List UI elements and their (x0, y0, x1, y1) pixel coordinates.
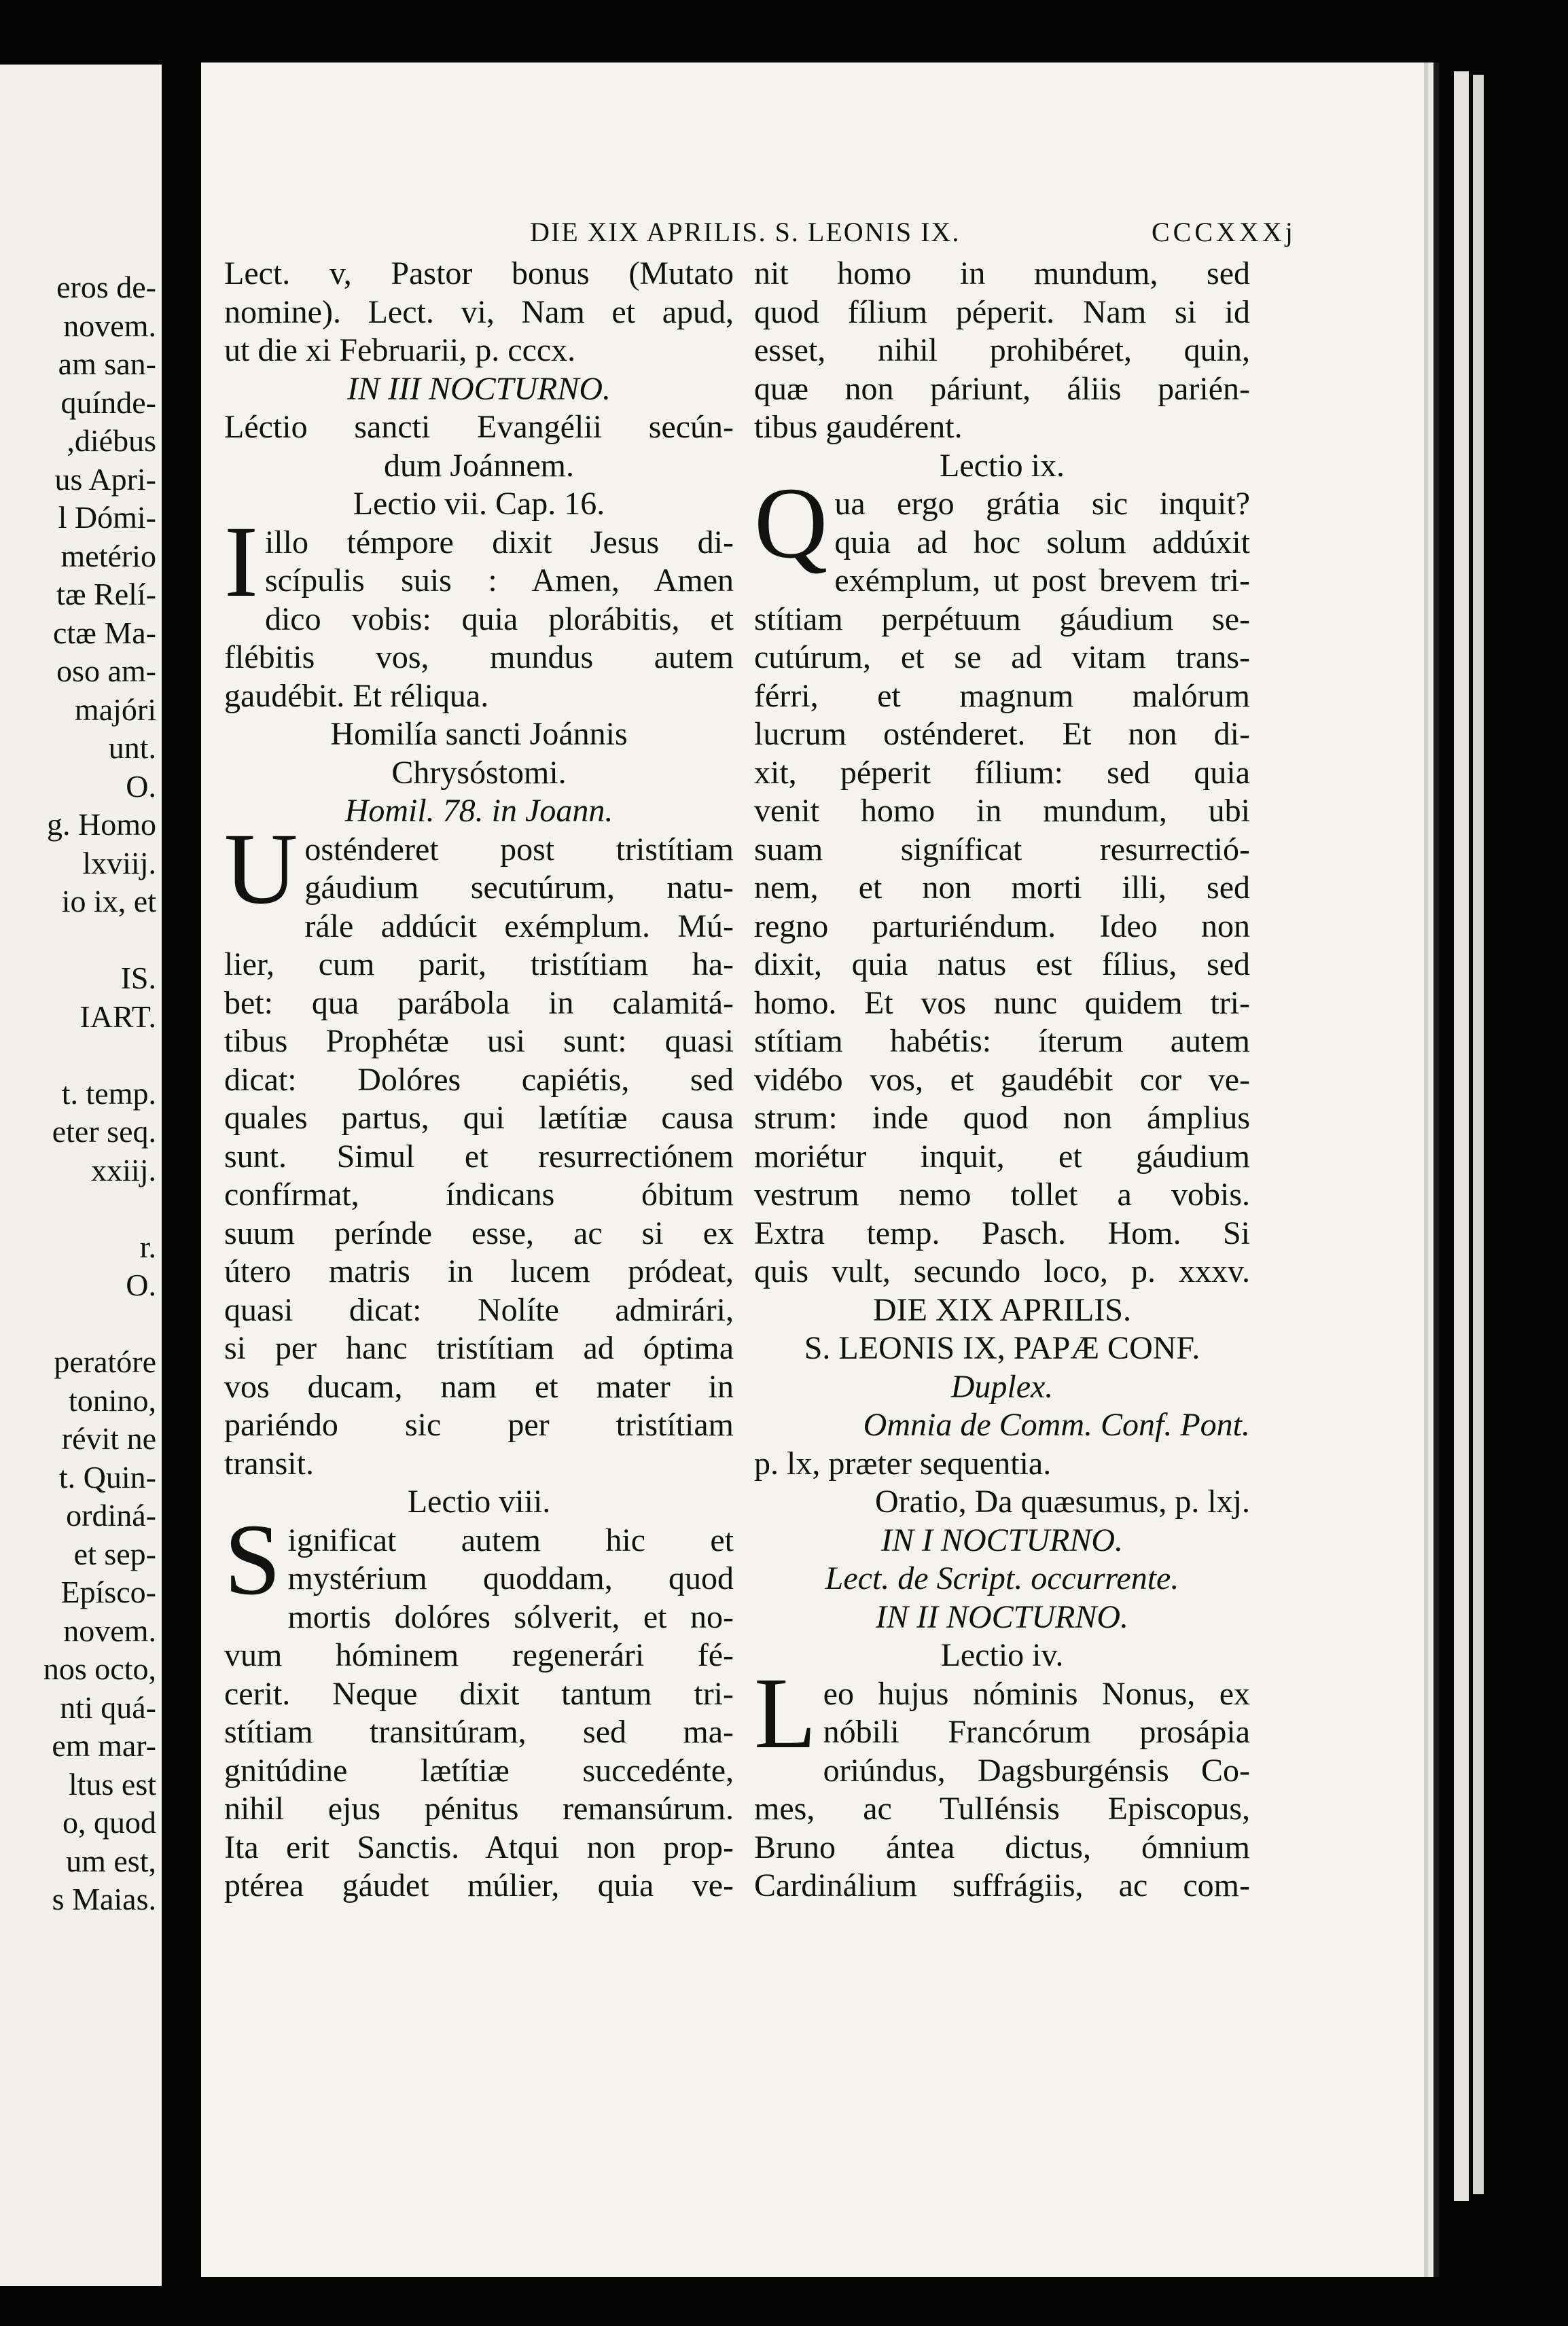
previous-page-fragment (0, 65, 162, 2286)
line-text: suam signíficat resurrectió- (754, 831, 1250, 867)
page-number: CCCXXXj (1152, 217, 1296, 247)
line-text: útero matris in lucem pródeat, (224, 1253, 734, 1289)
line-text: nit homo in mundum, sed (754, 255, 1250, 291)
line-text: Lect. v, Pastor bonus (Mutato (224, 255, 734, 291)
line-text: Chrysóstomi. (391, 754, 567, 791)
left-column-line (224, 946, 734, 984)
line-text: nihil ejus pénitus remansúrum. (224, 1791, 734, 1827)
line-text: quis vult, secundo loco, p. xxxv. (754, 1253, 1250, 1289)
line-text: quasi dicat: Nolíte admirári, (224, 1291, 734, 1328)
right-column-line (754, 639, 1250, 677)
drop-cap-initial: L (754, 1656, 817, 1770)
previous-page-line: ctæ Ma- (52, 615, 156, 650)
previous-page-line: tonino, (68, 1382, 156, 1418)
line-text: Extra temp. Pasch. Hom. Si (754, 1215, 1250, 1251)
previous-page-line: révit ne (61, 1421, 156, 1456)
line-text: p. lx, præter sequentia. (754, 1445, 1052, 1482)
line-text: illo témpore dixit Jesus di- (264, 524, 734, 560)
line-text: dico vobis: quia plorábitis, et (264, 601, 734, 637)
line-text: vidébo vos, et gaudébit cor ve- (754, 1061, 1250, 1098)
line-text: quod fílium péperit. Nam si id (754, 293, 1250, 330)
previous-page-line: oso am- (56, 654, 156, 688)
previous-page-line: r. (139, 1229, 156, 1264)
previous-page-line: ltus est (68, 1766, 156, 1802)
previous-page-line: io ix, et (61, 884, 156, 918)
right-column-line (754, 1829, 1250, 1867)
left-column-line (224, 1829, 734, 1867)
right-column-line (754, 1598, 1250, 1637)
line-text: vum hóminem regenerári fé- (224, 1637, 734, 1673)
left-column-line (224, 332, 734, 370)
drop-cap-initial: S (224, 1503, 281, 1616)
previous-page-line: tæ Relí- (56, 577, 156, 611)
right-column-line (754, 754, 1250, 793)
line-text: exémplum, ut post brevem tri- (834, 562, 1250, 598)
previous-page-line: ordiná- (66, 1498, 156, 1533)
left-column (224, 255, 734, 1905)
right-column (754, 255, 1250, 1905)
left-column-line (224, 1138, 734, 1177)
left-column-line (224, 1099, 734, 1138)
right-column-line (754, 1483, 1250, 1522)
left-column-line (224, 1713, 734, 1752)
previous-page-line: us Apri- (54, 461, 156, 497)
previous-page-line: O. (126, 768, 156, 804)
previous-page-line: eros de- (56, 270, 156, 304)
previous-page-line: Epísco- (60, 1575, 156, 1609)
left-column-line (224, 447, 734, 486)
right-column-line (754, 1061, 1250, 1100)
left-column-line (224, 1368, 734, 1407)
previous-page-line: novem. (63, 1613, 156, 1648)
line-text: strum: inde quod non ámplius (754, 1100, 1250, 1136)
right-column-line (754, 1253, 1250, 1291)
left-column-line (224, 1176, 734, 1215)
line-text: xit, péperit fílium: sed quia (754, 754, 1250, 791)
line-text: IN III NOCTURNO. (346, 370, 611, 407)
left-column-line (224, 485, 734, 524)
line-text: quæ non páriunt, áliis parién- (754, 370, 1250, 407)
page-edge-shadow (1473, 75, 1484, 2194)
left-column-line (224, 908, 734, 946)
line-text: nem, et non morti illi, sed (754, 870, 1250, 906)
right-column-line (754, 1867, 1250, 1905)
left-column-line (224, 677, 734, 716)
right-column-line (754, 792, 1250, 831)
line-text: mortis dolóres sólverit, et no- (287, 1598, 734, 1635)
previous-page-line: am san- (58, 346, 156, 381)
right-column-line (754, 946, 1250, 984)
left-column-line (224, 1598, 734, 1637)
line-text: cerit. Neque dixit tantum tri- (224, 1675, 734, 1712)
line-text: esset, nihil prohibéret, quin, (754, 332, 1250, 368)
left-column-line (224, 601, 734, 639)
line-text: eo hujus nóminis Nonus, ex (823, 1675, 1250, 1712)
right-column-line (754, 1329, 1250, 1368)
left-column-line (224, 255, 734, 293)
line-text: nomine). Lect. vi, Nam et apud, (224, 293, 734, 330)
previous-page-line: IS. (120, 961, 156, 995)
page-edge (1454, 71, 1469, 2201)
previous-page-line: xxiij. (91, 1152, 156, 1187)
left-column-line (224, 1215, 734, 1253)
line-text: cutúrum, et se ad vitam trans- (754, 639, 1250, 675)
line-text: venit homo in mundum, ubi (754, 793, 1250, 829)
line-text: S. LEONIS IX, PAPÆ CONF. (804, 1330, 1200, 1366)
previous-page-line: majóri (74, 692, 156, 727)
line-text: tibus gaudérent. (754, 409, 963, 445)
line-text: dum Joánnem. (384, 447, 574, 484)
drop-cap-initial: Q (754, 467, 828, 579)
right-column-line (754, 562, 1250, 601)
previous-page-line: metério (60, 538, 156, 573)
line-text: Lect. de Script. occurrente. (825, 1560, 1179, 1596)
left-column-line (224, 1291, 734, 1330)
line-text: férri, et magnum malórum (754, 677, 1250, 714)
line-text: gáudium secutúrum, natu- (304, 870, 734, 906)
right-column-line (754, 1215, 1250, 1253)
left-column-line (224, 1752, 734, 1791)
line-text: oriúndus, Dagsburgénsis Co- (823, 1752, 1250, 1789)
line-text: bet: qua parábola in calamitá- (224, 984, 734, 1021)
left-column-line (224, 1560, 734, 1598)
running-title: DIE XIX APRILIS. S. LEONIS IX. (530, 217, 961, 247)
line-text: stítiam perpétuum gáudium se- (754, 601, 1250, 637)
line-text: moriétur inquit, et gáudium (754, 1138, 1250, 1175)
right-column-line (754, 1291, 1250, 1330)
right-column-line (754, 255, 1250, 293)
previous-page-line: l Dómi- (58, 500, 156, 535)
previous-page-line: IART. (79, 999, 156, 1034)
right-column-line (754, 908, 1250, 946)
line-text: suum perínde esse, ac si ex (224, 1215, 734, 1251)
line-text: ignificat autem hic et (287, 1522, 734, 1558)
line-text: dixit, quia natus est fílius, sed (754, 946, 1250, 982)
previous-page-line: g. Homo (47, 807, 156, 842)
line-text: stítiam habétis: íterum autem (754, 1023, 1250, 1059)
line-text: Bruno ántea dictus, ómnium (754, 1829, 1250, 1865)
right-column-line (754, 984, 1250, 1023)
line-text: ut die xi Februarii, p. cccx. (224, 332, 576, 368)
left-column-line (224, 754, 734, 793)
line-text: quales partus, qui lætítiæ causa (224, 1100, 734, 1136)
line-text: Lectio vii. Cap. 16. (353, 486, 605, 522)
left-column-line (224, 1483, 734, 1522)
left-column-line (224, 639, 734, 677)
right-column-line (754, 831, 1250, 870)
previous-page-line: nti quá- (60, 1689, 156, 1725)
right-column-line (754, 1713, 1250, 1752)
previous-page-line (43, 1305, 156, 1344)
previous-page-line: o, quod (63, 1805, 156, 1840)
previous-page-line: nos octo, (43, 1651, 156, 1686)
right-column-line (754, 1176, 1250, 1215)
line-text: lucrum osténderet. Et non di- (754, 716, 1250, 752)
previous-page-line: s Maias. (52, 1882, 156, 1916)
previous-page-line: t. Quin- (58, 1459, 156, 1495)
line-text: mes, ac TulIénsis Episcopus, (754, 1791, 1250, 1827)
line-text: Duplex. (950, 1368, 1054, 1405)
previous-page-line: em mar- (52, 1728, 156, 1763)
left-column-line (224, 562, 734, 601)
line-text: nóbili Francórum prosápia (823, 1714, 1250, 1750)
line-text: pariéndo sic per tristítiam (224, 1407, 734, 1443)
line-text: lier, cum parit, tristítiam ha- (224, 946, 734, 982)
line-text: Homilía sancti Joánnis (330, 716, 628, 752)
line-text: Ita erit Sanctis. Atqui non prop- (224, 1829, 734, 1865)
line-text: DIE XIX APRILIS. (873, 1291, 1131, 1328)
left-column-line (224, 293, 734, 332)
right-column-line (754, 1138, 1250, 1177)
left-column-line (224, 1675, 734, 1714)
line-text: Lectio iv. (940, 1637, 1064, 1673)
line-text: ptérea gáudet múlier, quia ve- (224, 1867, 734, 1903)
right-column-line (754, 332, 1250, 370)
line-text: gnitúdine lætítiæ succedénte, (224, 1752, 734, 1789)
right-column-line (754, 1560, 1250, 1598)
line-text: gaudébit. Et réliqua. (224, 677, 489, 714)
left-column-line (224, 715, 734, 754)
line-text: Lectio viii. (407, 1484, 551, 1520)
left-column-line (224, 408, 734, 447)
line-text: si per hanc tristítiam ad óptima (224, 1330, 734, 1366)
left-column-line (224, 792, 734, 831)
right-column-line (754, 869, 1250, 908)
right-column-line (754, 1752, 1250, 1791)
previous-page-line: t. temp. (61, 1075, 156, 1111)
right-column-line (754, 1522, 1250, 1560)
line-text: Omnia de Comm. Conf. Pont. (863, 1407, 1250, 1443)
line-text: osténderet post tristítiam (304, 831, 734, 867)
right-column-line (754, 1445, 1250, 1484)
right-column-line (754, 408, 1250, 447)
left-column-line (224, 1867, 734, 1905)
line-text: scípulis suis : Amen, Amen (264, 562, 734, 598)
left-column-line (224, 1061, 734, 1100)
previous-page-line: ,diébus (67, 423, 156, 458)
line-text: quia ad hoc solum addúxit (834, 524, 1250, 560)
line-text: Cardinálium suffrágiis, ac com- (754, 1867, 1250, 1903)
right-column-line (754, 524, 1250, 562)
line-text: IN II NOCTURNO. (875, 1598, 1129, 1635)
previous-page-line: peratóre (54, 1344, 156, 1379)
line-text: tibus Prophétæ usi sunt: quasi (224, 1023, 734, 1059)
left-column-line (224, 1636, 734, 1675)
line-text: sunt. Simul et resurrectiónem (224, 1138, 734, 1175)
left-column-line (224, 984, 734, 1023)
line-text: flébitis vos, mundus autem (224, 639, 734, 675)
line-text: homo. Et vos nunc quidem tri- (754, 984, 1250, 1021)
right-column-line (754, 447, 1250, 486)
left-column-line (224, 869, 734, 908)
line-text: mystérium quoddam, quod (287, 1560, 734, 1596)
line-text: rále addúcit exémplum. Mú- (304, 908, 734, 944)
line-text: Léctio sancti Evangélii secún- (224, 409, 734, 445)
right-column-line (754, 1099, 1250, 1138)
right-column-line (754, 1790, 1250, 1829)
previous-page-line: eter seq. (52, 1114, 156, 1149)
right-column-line (754, 1636, 1250, 1675)
line-text: ua ergo grátia sic inquit? (834, 486, 1250, 522)
left-column-line (224, 1445, 734, 1484)
left-column-line (224, 1406, 734, 1445)
previous-page-line: novem. (63, 308, 156, 343)
left-column-line (224, 1022, 734, 1061)
previous-page-line: unt. (108, 730, 156, 765)
drop-cap-initial: U (224, 812, 298, 925)
previous-page-line: lxviij. (82, 845, 156, 880)
previous-page-line: et sep- (73, 1536, 156, 1571)
previous-page-line (43, 921, 156, 960)
left-column-line (224, 1253, 734, 1291)
line-text: stítiam transitúram, sed ma- (224, 1714, 734, 1750)
line-text: dicat: Dolóres capiétis, sed (224, 1061, 734, 1098)
left-column-line (224, 1329, 734, 1368)
left-column-line (224, 370, 734, 409)
previous-page-line: um est, (66, 1843, 156, 1878)
previous-page-text (43, 268, 156, 1919)
previous-page-line: O. (126, 1268, 156, 1302)
line-text: Lectio ix. (940, 447, 1065, 484)
right-column-line (754, 293, 1250, 332)
right-column-line (754, 715, 1250, 754)
line-text: IN I NOCTURNO. (880, 1522, 1124, 1558)
line-text: transit. (224, 1445, 314, 1482)
previous-page-line: quínde- (60, 384, 156, 420)
right-column-line (754, 1406, 1250, 1445)
line-text: confírmat, índicans óbitum (224, 1177, 734, 1213)
right-column-line (754, 1022, 1250, 1061)
line-text: Homil. 78. in Joann. (344, 793, 613, 829)
drop-cap-initial: I (224, 505, 258, 618)
previous-page-line (43, 1189, 156, 1228)
line-text: regno parturiéndum. Ideo non (754, 908, 1250, 944)
previous-page-line (43, 1036, 156, 1075)
line-text: vestrum nemo tollet a vobis. (754, 1177, 1250, 1213)
right-column-line (754, 677, 1250, 716)
left-column-line (224, 1790, 734, 1829)
line-text: vos ducam, nam et mater in (224, 1368, 734, 1405)
right-column-line (754, 370, 1250, 409)
line-text: Oratio, Da quæsumus, p. lxj. (875, 1484, 1250, 1520)
right-column-line (754, 601, 1250, 639)
right-column-line (754, 1368, 1250, 1407)
